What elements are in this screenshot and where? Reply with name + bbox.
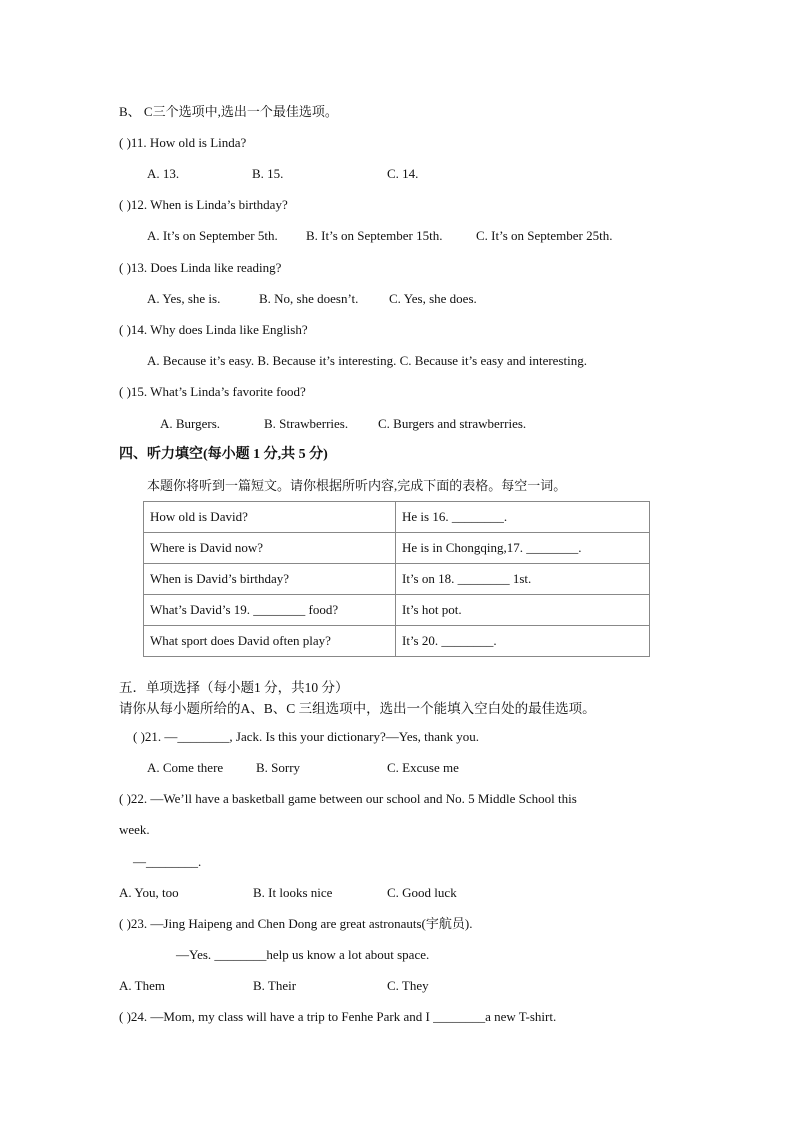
- table-row: [144, 595, 650, 626]
- question-22-continued: week.: [119, 822, 150, 837]
- option-c: C. Yes, she does.: [389, 291, 477, 306]
- question-22-stem: ( )22. —We’ll have a basketball game between our school and No. 5 Middle School this: [119, 791, 577, 806]
- table-cell: When is David’s birthday?: [144, 564, 396, 595]
- section4-instruction: 本题你将听到一篇短文。请你根据所听内容,完成下面的表格。每空一词。: [147, 478, 567, 493]
- option-b: B. Their: [253, 978, 297, 993]
- question-24-stem: ( )24. —Mom, my class will have a trip to Fenhe Park and I ________a new T-shirt.: [119, 1009, 557, 1024]
- question-13-stem: ( )13. Does Linda like reading?: [119, 260, 282, 275]
- table-row: [144, 564, 650, 595]
- question-14-stem: ( )14. Why does Linda like English?: [119, 322, 308, 337]
- option-a: A. Yes, she is.: [147, 291, 221, 306]
- option-a: A. Them: [119, 978, 165, 993]
- option-a: A. You, too: [119, 885, 179, 900]
- question-12-stem: ( )12. When is Linda’s birthday?: [119, 197, 288, 212]
- option-c: C. Good luck: [387, 885, 457, 900]
- question-21-options: [147, 760, 459, 776]
- section3-instruction: B、 C三个选项中,选出一个最佳选项。: [119, 104, 338, 119]
- listening-table: [143, 501, 650, 657]
- question-11-stem: ( )11. How old is Linda?: [119, 135, 247, 150]
- question-15-stem: ( )15. What’s Linda’s favorite food?: [119, 384, 306, 399]
- option-c: C. Burgers and strawberries.: [378, 416, 527, 431]
- question-15-options: [160, 416, 526, 432]
- section5-heading: 五．单项选择（每小题1 分，共10 分）: [119, 680, 349, 695]
- option-c: C. They: [387, 978, 429, 993]
- table-cell: It’s on 18. ________ 1st.: [396, 564, 650, 595]
- question-23-reply: —Yes. ________help us know a lot about space.: [176, 947, 430, 962]
- option-b: B. It looks nice: [253, 885, 333, 900]
- question-11-options: [147, 166, 418, 182]
- option-b: B. Strawberries.: [264, 416, 349, 431]
- section4-heading: 四、听力填空(每小题 1 分,共 5 分): [119, 447, 328, 462]
- question-21-stem: ( )21. —________, Jack. Is this your dictionary?—Yes, thank you.: [133, 729, 480, 744]
- table-row: [144, 533, 650, 564]
- table-row: [144, 626, 650, 657]
- option-c: C. It’s on September 25th.: [476, 228, 613, 243]
- question-22-reply: —________.: [133, 854, 202, 869]
- question-12-options: [147, 228, 613, 244]
- table-cell: What sport does David often play?: [144, 626, 396, 657]
- option-b: B. It’s on September 15th.: [306, 228, 443, 243]
- option-a: A. Come there: [147, 760, 224, 775]
- question-22-options: [119, 885, 457, 901]
- question-14-options: A. Because it’s easy. B. Because it’s interesting. C. Because it’s easy and interesting.: [147, 353, 587, 368]
- table-cell: It’s 20. ________.: [396, 626, 650, 657]
- table-cell: How old is David?: [144, 502, 396, 533]
- question-23-options: [119, 978, 429, 994]
- option-a: A. Burgers.: [160, 416, 221, 431]
- section5-instruction: 请你从每小题所给的A、B、C 三组选项中，选出一个能填入空白处的最佳选项。: [119, 701, 596, 716]
- table-cell: It’s hot pot.: [396, 595, 650, 626]
- option-a: A. It’s on September 5th.: [147, 228, 278, 243]
- table-cell: He is 16. ________.: [396, 502, 650, 533]
- table-cell: Where is David now?: [144, 533, 396, 564]
- table-cell: What’s David’s 19. ________ food?: [144, 595, 396, 626]
- table-cell: He is in Chongqing,17. ________.: [396, 533, 650, 564]
- option-c: C. 14.: [387, 166, 419, 181]
- table-row: [144, 502, 650, 533]
- option-a: A. 13.: [147, 166, 180, 181]
- question-13-options: [147, 291, 477, 307]
- question-23-stem: ( )23. —Jing Haipeng and Chen Dong are great astronauts(宇航员).: [119, 916, 473, 931]
- option-b: B. Sorry: [256, 760, 301, 775]
- option-b: B. 15.: [252, 166, 284, 181]
- option-b: B. No, she doesn’t.: [259, 291, 359, 306]
- option-c: C. Excuse me: [387, 760, 459, 775]
